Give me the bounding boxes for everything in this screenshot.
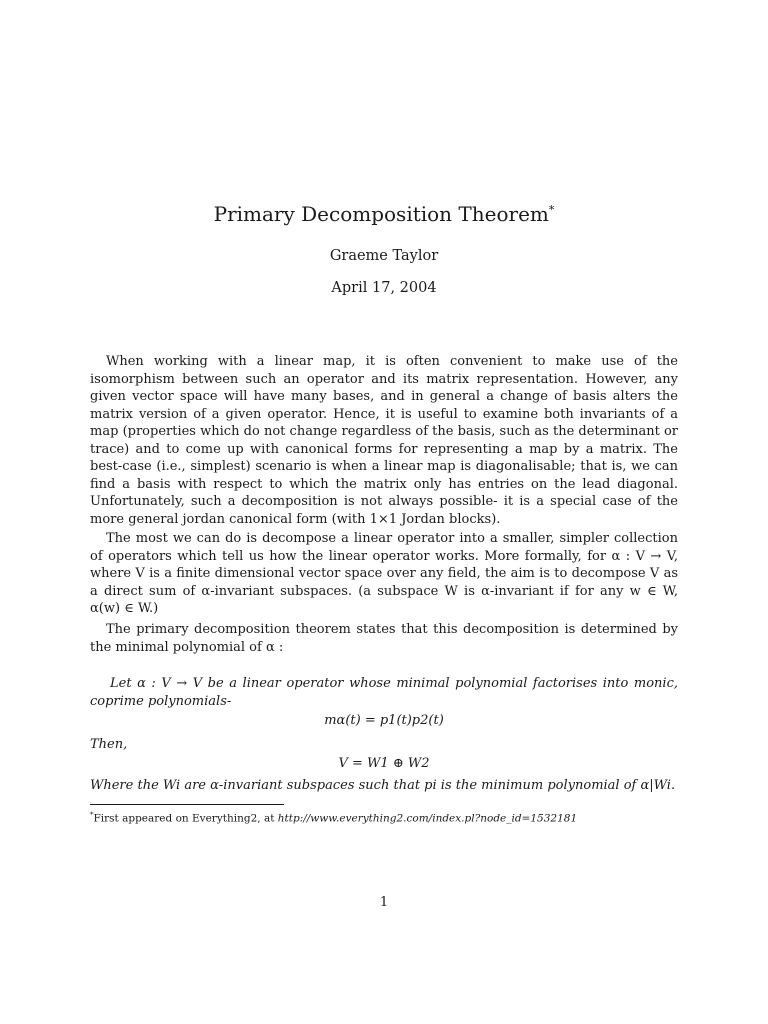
paragraph-decomposition: The most we can do is decompose a linear operator into a smaller, simpler collection of operators which tell us how the linear operator works. More formally, for α : V → V, where V is a finite dimensional vector space over any field, the aim is to decompose V as a direct sum of α-invariant subspaces. (a subspace W is α-invariant if for any w ∈ W, α(w) ∈ W.) [90, 531, 678, 616]
paragraph-intro: When working with a linear map, it is often convenient to make use of the isomorphism between such an operator and its matrix representation. However, any given vector space will have many bases, and in general a change of basis alters the matrix version of a given operator. Hence, it is useful to examine both invariants of a map (properties which do not change regardless of the basis, such as the determinant or trace) and to come up with canonical forms for representing a map by a matrix. The best-case (i.e., simplest) scenario is when a linear map is diagonalisable; that is, we can find a basis with respect to which the matrix only has entries on the lead diagonal. Unfortunately, such a decomposition is not always possible- it is a special case of the more general jordan canonical form (with 1×1 Jordan blocks). [90, 354, 678, 527]
footnote-text: First appeared on Everything2, at [93, 812, 278, 825]
paragraph-theorem-statement: The primary decomposition theorem states that this decomposition is determined by the minimal polynomial of α : [90, 622, 678, 655]
theorem-hypothesis: Let α : V → V be a linear operator whose minimal polynomial factorises into monic, coprime polynomials- [90, 676, 678, 709]
equation-minimal-polynomial: mα(t) = p1(t)p2(t) [324, 713, 444, 728]
footnote [90, 808, 690, 826]
author-name: Graeme Taylor [329, 248, 439, 264]
footnote-rule [90, 804, 284, 805]
equation-direct-sum: V = W1 ⊕ W2 [338, 756, 430, 771]
page-number: 1 [379, 895, 389, 910]
footnote-marker: * [90, 811, 94, 819]
paper-title [0, 200, 768, 228]
title-text: Primary Decomposition Theorem [213, 202, 549, 226]
publication-date: April 17, 2004 [331, 280, 437, 296]
theorem-block [90, 675, 678, 794]
theorem-then: Then, [90, 736, 128, 752]
theorem-conclusion: Where the Wi are α-invariant subspaces such that pi is the minimum polynomial of α|Wi. [90, 777, 676, 793]
footnote-url[interactable]: http://www.everything2.com/index.pl?node_id=1532181 [277, 812, 578, 825]
title-footnote-marker: * [548, 203, 555, 217]
